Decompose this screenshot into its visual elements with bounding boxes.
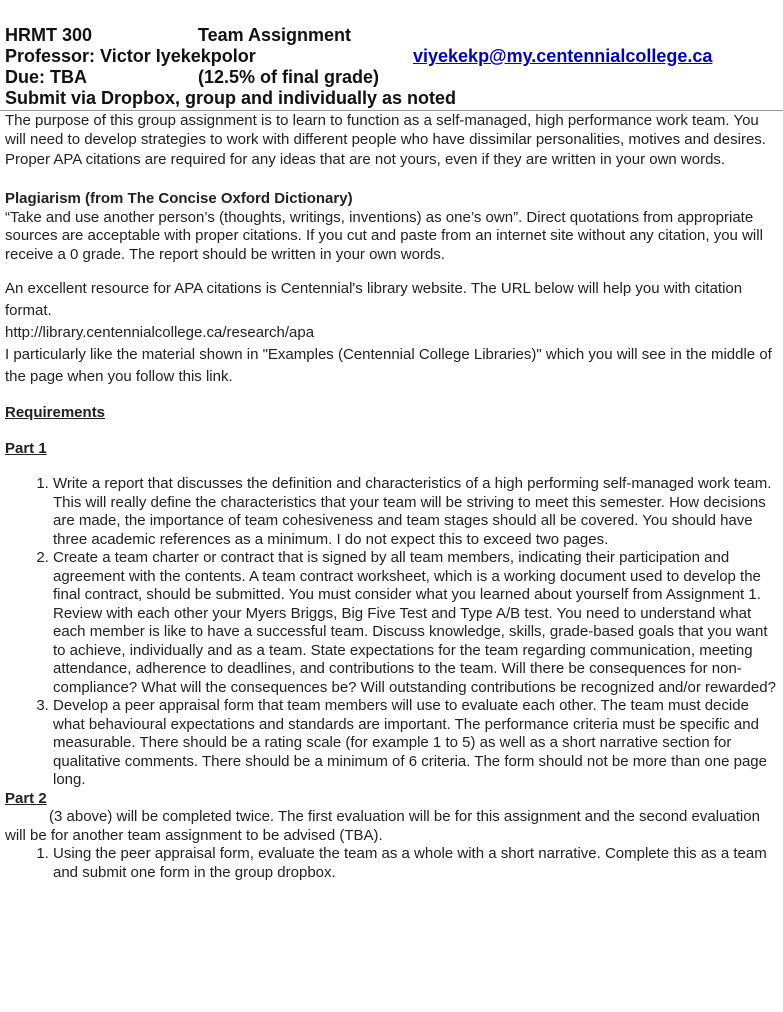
assignment-title: Team Assignment bbox=[198, 25, 352, 45]
course-code: HRMT 300 bbox=[5, 25, 93, 45]
header-line-4 bbox=[5, 88, 783, 109]
header-divider bbox=[0, 110, 783, 111]
purpose-paragraph: The purpose of this group assignment is to learn to function as a self-managed, high performance work team. You will need to develop strategies to work with different people who have dissimilar personalities, motives and desires. bbox=[5, 112, 766, 148]
part2-heading: Part 2 bbox=[5, 789, 47, 807]
document-body bbox=[5, 112, 783, 882]
resource-note: I particularly like the material shown in "Examples (Centennial College Libraries)" which you will see in the middle of the page when you follow this link. bbox=[5, 346, 772, 385]
part2-list bbox=[5, 845, 783, 882]
plagiarism-paragraph: “Take and use another person’s (thoughts, writings, inventions) as one’s own”. Direct quotations from appropriate sources are acceptable with proper citations. If you cut and paste from an internet site without any citation, you will receive a 0 grade. The report should be written in your own words. bbox=[5, 208, 763, 263]
header-line-3 bbox=[5, 67, 783, 88]
header-line-2 bbox=[5, 46, 783, 67]
list-item: 1. Using the peer appraisal form, evaluate the team as a whole with a short narrative. Complete this as a team and submit one form in the group dropbox. bbox=[53, 845, 783, 882]
professor-name: Professor: Victor Iyekekpolor bbox=[5, 46, 256, 66]
list-item: 3. Develop a peer appraisal form that team members will use to evaluate each other. The team must decide what behavioural expectations and standards are important. The performance criteria must be specific and measurable. There should be a rating scale (for example 1 to 5) as well as a short narrative section for qualitative comments. There should be a minimum of 6 criteria. The form should not be more than one page long. bbox=[53, 697, 783, 790]
professor-email-link[interactable]: viyekekp@my.centennialcollege.ca bbox=[413, 46, 713, 66]
apa-url: http://library.centennialcollege.ca/research/apa bbox=[5, 324, 315, 341]
part2-intro: (3 above) will be completed twice. The first evaluation will be for this assignment and the second evaluation will be for another team assignment to be advised (TBA). bbox=[5, 808, 760, 844]
apa-requirement-paragraph: Proper APA citations are required for any ideas that are not yours, even if they are written in your own words. bbox=[5, 151, 726, 168]
part1-list bbox=[5, 475, 783, 790]
due-date: Due: TBA bbox=[5, 67, 87, 87]
requirements-heading: Requirements bbox=[5, 404, 106, 421]
header-block bbox=[5, 0, 783, 109]
resource-paragraph: An excellent resource for APA citations is Centennial's library website. The URL below will help you with citation format. bbox=[5, 280, 743, 319]
header-line-1 bbox=[5, 25, 783, 46]
grade-weight: (12.5% of final grade) bbox=[198, 67, 380, 87]
submission-instructions: Submit via Dropbox, group and individually as noted bbox=[5, 88, 457, 108]
list-item: 1. Write a report that discusses the definition and characteristics of a high performing self-managed work team. This will really define the characteristics that your team will be striving to meet this semester. How decisions are made, the importance of team cohesiveness and team stages should all be covered. You should have three academic references as a minimum. I do not expect this to exceed two pages. bbox=[53, 475, 783, 549]
plagiarism-heading: Plagiarism (from The Concise Oxford Dictionary) bbox=[5, 190, 353, 207]
list-item: 2. Create a team charter or contract that is signed by all team members, indicating their participation and agreement with the contents. A team contract worksheet, which is a working document used to develop the final contract, should be submitted. You must consider what you learned about yourself from Assignment 1. Review with each other your Myers Briggs, Big Five Test and Type A/B test. You need to understand what each member is like to have a successful team. Discuss knowledge, skills, grade-based goals that you want to achieve, individually and as a team. State expectations for the team regarding communication, meeting attendance, adherence to deadlines, and contributions to the team. Will there be consequences for non-compliance? What will the consequences be? Will outstanding contributions be recognized and/or rewarded? bbox=[53, 549, 783, 697]
part1-heading: Part 1 bbox=[5, 440, 47, 457]
